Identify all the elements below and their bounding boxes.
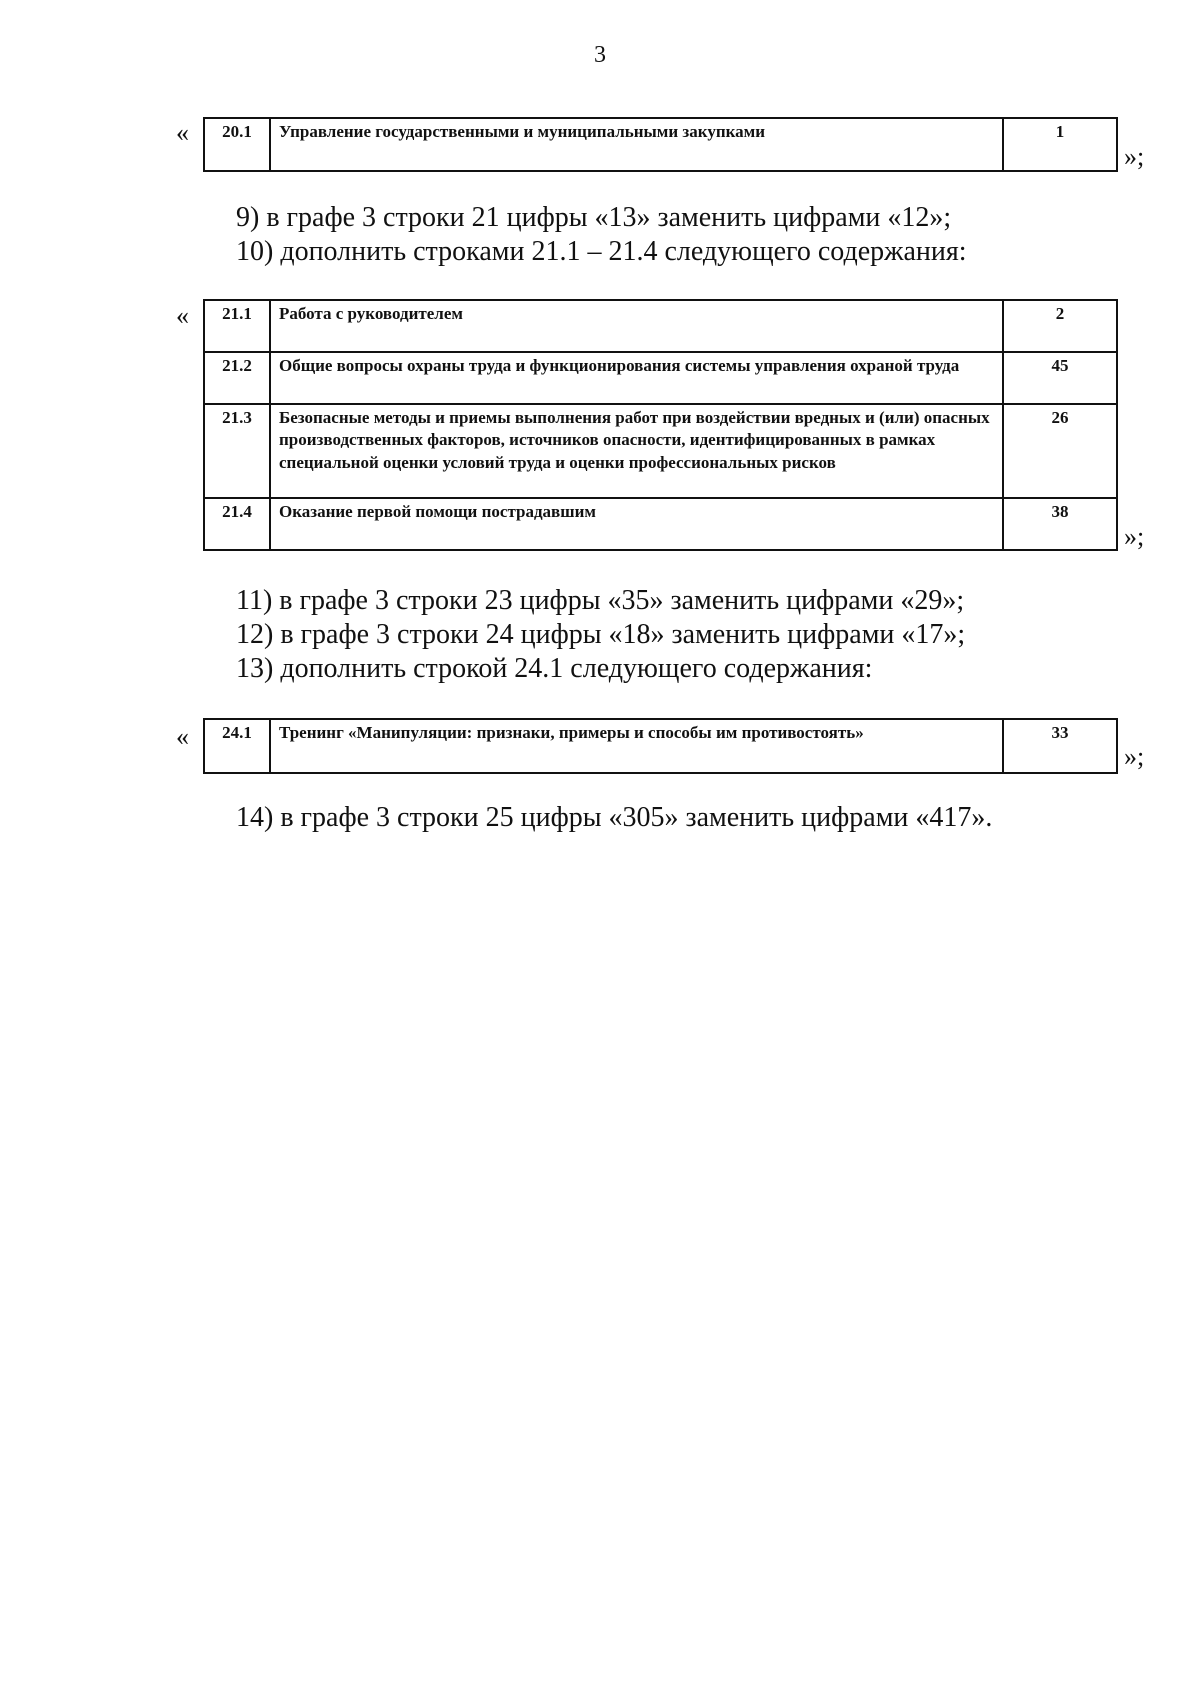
row-number: 21.3 <box>204 404 270 498</box>
row-text: Оказание первой помощи пострадавшим <box>270 498 1003 550</box>
row-number: 21.4 <box>204 498 270 550</box>
row-number: 20.1 <box>204 118 270 171</box>
paragraph-12: 12) в графе 3 строки 24 цифры «18» заменить цифрами «17»; <box>236 619 966 650</box>
row-value: 26 <box>1003 404 1117 498</box>
paragraph-14: 14) в графе 3 строки 25 цифры «305» заменить цифрами «417». <box>236 802 993 833</box>
row-number: 21.1 <box>204 300 270 352</box>
paragraph-11: 11) в графе 3 строки 23 цифры «35» заменить цифрами «29»; <box>236 585 965 616</box>
row-value: 2 <box>1003 300 1117 352</box>
row-number: 24.1 <box>204 719 270 773</box>
opening-quote-3: « <box>176 722 189 751</box>
row-text: Общие вопросы охраны труда и функционирования системы управления охраной труда <box>270 352 1003 404</box>
row-text: Безопасные методы и приемы выполнения работ при воздействии вредных и (или) опасных производственных факторов, источников опасности, идентифицированных в рамках специальной оценки условий труда и оценки профессиональных рисков <box>270 404 1003 498</box>
opening-quote-2: « <box>176 301 189 330</box>
row-text: Работа с руководителем <box>270 300 1003 352</box>
paragraph-10: 10) дополнить строками 21.1 – 21.4 следующего содержания: <box>236 236 967 267</box>
closing-quote-2: »; <box>1124 522 1145 551</box>
closing-quote-1: »; <box>1124 142 1145 171</box>
table-row <box>204 498 1117 550</box>
row-number: 21.2 <box>204 352 270 404</box>
row-value: 38 <box>1003 498 1117 550</box>
row-text: Тренинг «Манипуляции: признаки, примеры и способы им противостоять» <box>270 719 1003 773</box>
insert-table-1 <box>203 117 1118 172</box>
insert-table-2 <box>203 299 1118 551</box>
table-row <box>204 404 1117 498</box>
closing-quote-3: »; <box>1124 742 1145 771</box>
page-number: 3 <box>594 42 606 68</box>
insert-table-3 <box>203 718 1118 774</box>
paragraph-13: 13) дополнить строкой 24.1 следующего содержания: <box>236 653 873 684</box>
row-text: Управление государственными и муниципальными закупками <box>270 118 1003 171</box>
row-value: 45 <box>1003 352 1117 404</box>
table-row <box>204 118 1117 171</box>
paragraph-9: 9) в графе 3 строки 21 цифры «13» заменить цифрами «12»; <box>236 202 952 233</box>
row-value: 33 <box>1003 719 1117 773</box>
table-row <box>204 300 1117 352</box>
table-row <box>204 352 1117 404</box>
opening-quote-1: « <box>176 118 189 147</box>
row-value: 1 <box>1003 118 1117 171</box>
table-row <box>204 719 1117 773</box>
